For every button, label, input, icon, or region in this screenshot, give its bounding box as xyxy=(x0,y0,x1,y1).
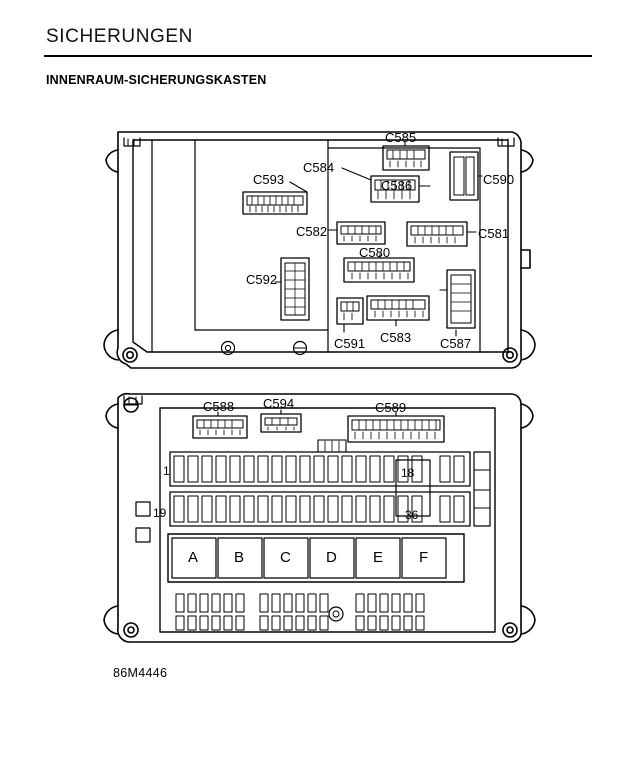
fuse-number-36: 36 xyxy=(405,508,419,522)
connector-label-c587: C587 xyxy=(440,336,472,351)
page-title: SICHERUNGEN xyxy=(46,26,194,47)
fuse-number-1: 1 xyxy=(163,464,170,478)
relay-block-e: E xyxy=(373,549,384,566)
figure-code: 86M4446 xyxy=(113,666,168,680)
relay-block-d: D xyxy=(326,549,337,566)
connector-label-c584: C584 xyxy=(303,160,335,175)
connector-label-c589: C589 xyxy=(375,400,407,415)
connector-label-c592: C592 xyxy=(246,272,278,287)
connector-label-c582: C582 xyxy=(296,224,328,239)
connector-label-c581: C581 xyxy=(478,226,510,241)
connector-label-c586: C586 xyxy=(381,178,413,193)
connector-label-c593: C593 xyxy=(253,172,285,187)
connector-label-c590: C590 xyxy=(483,172,515,187)
connector-label-c585: C585 xyxy=(385,130,417,145)
relay-block-c: C xyxy=(280,549,291,566)
relay-block-f: F xyxy=(419,549,429,566)
relay-block-a: A xyxy=(188,549,199,566)
connector-label-c583: C583 xyxy=(380,330,412,345)
connector-label-c580: C580 xyxy=(359,245,391,260)
section-title: INNENRAUM-SICHERUNGSKASTEN xyxy=(46,73,267,87)
connector-label-c591: C591 xyxy=(334,336,366,351)
fuse-number-18: 18 xyxy=(401,466,415,480)
connector-label-c588: C588 xyxy=(203,399,235,414)
fuse-number-19: 19 xyxy=(153,506,167,520)
relay-block-b: B xyxy=(234,549,245,566)
connector-label-c594: C594 xyxy=(263,396,295,411)
